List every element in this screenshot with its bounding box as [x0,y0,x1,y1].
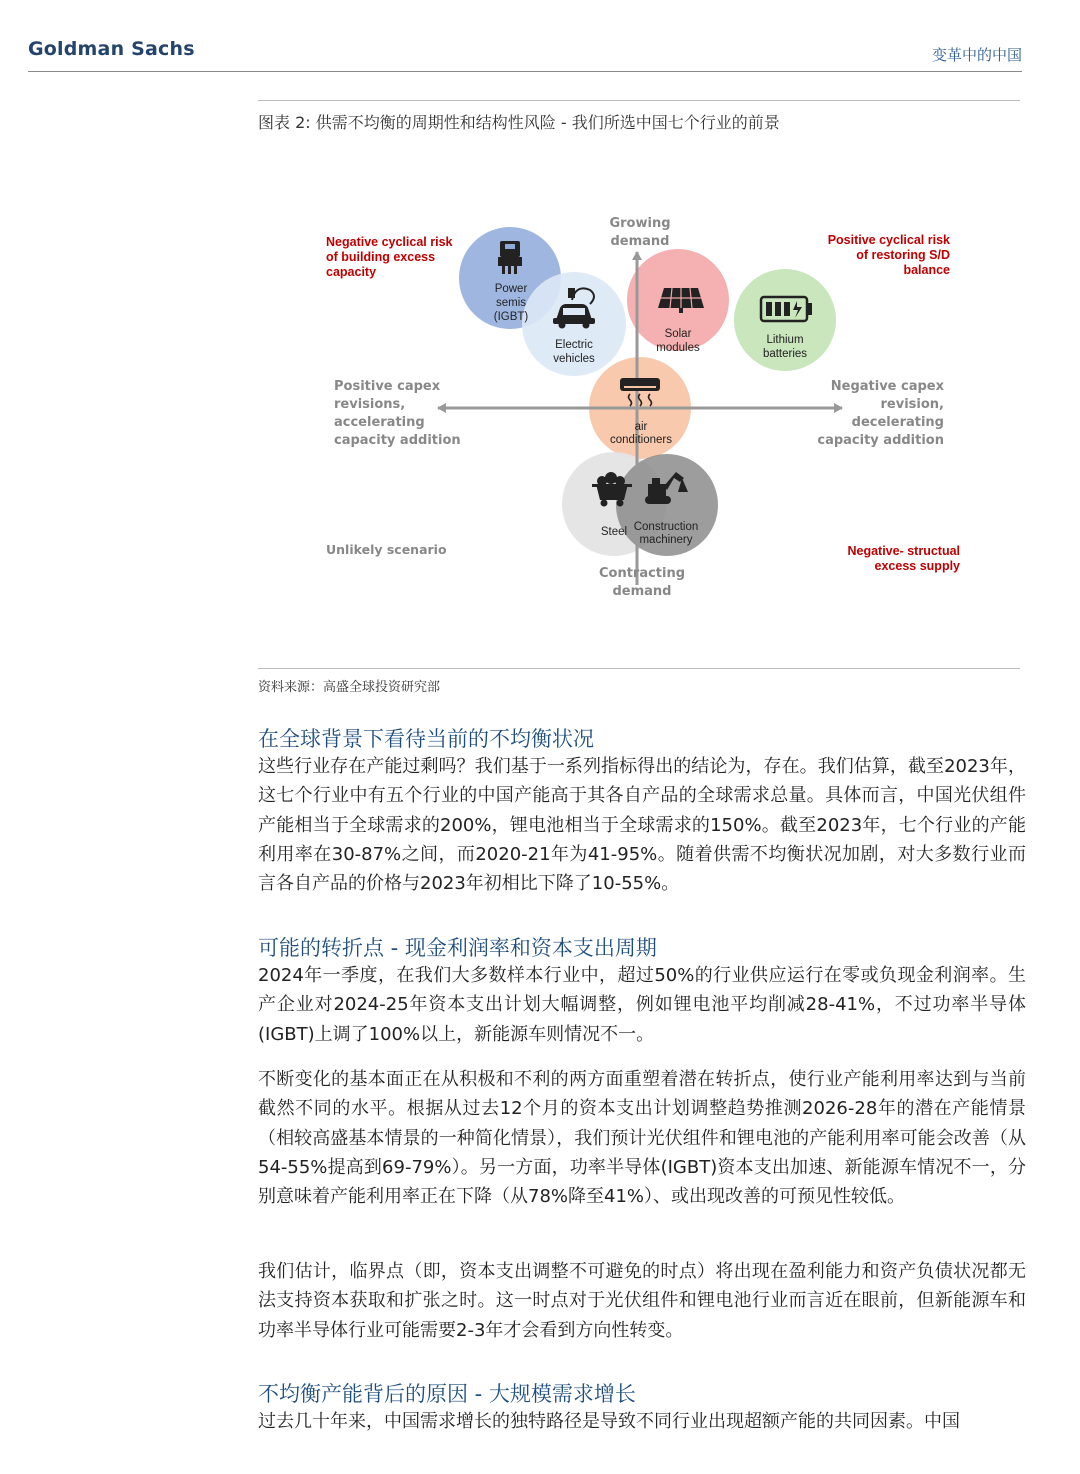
paragraph: 不断变化的基本面正在从积极和不利的两方面重塑着潜在转折点，使行业产能利用率达到与当前截然不同的水平。根据从过去12个月的资本支出计划调整趋势推测2026-28年的潜在产能情景（相较高盛基本情景的一种简化情景），我们预计光伏组件和锂电池的产能利用率可能会改善（从54-55%提高到69-79%）。另一方面，功率半导体(IGBT)资本支出加速、新能源车情况不一，分别意味着产能利用率正在下降（从78%降至41%）、或出现改善的可预见性较低。 [258,1069,1026,1208]
brand-logo-text: Goldman Sachs [28,38,195,60]
svg-text:Positive cyclical risk: Positive cyclical risk [827,233,950,247]
bubble-text: Steel [600,526,628,538]
svg-text:Negative- structual: Negative- structual [847,544,960,558]
section-heading: 可能的转折点 - 现金利润率和资本支出周期 [258,936,657,960]
svg-text:balance: balance [903,263,950,277]
bubble-text: vehicles [553,353,595,365]
axis-label-contracting-demand [599,566,685,599]
figure-bottom-rule [258,668,1020,669]
report-title: 变革中的中国 [931,46,1022,64]
svg-text:Negative capex: Negative capex [830,379,944,394]
svg-text:demand: demand [612,584,672,599]
svg-text:demand: demand [610,234,670,249]
svg-text:capacity addition: capacity addition [817,433,944,448]
quadrant-label-bottom-right [847,544,960,573]
bubble-text: Construction [633,521,699,533]
quadrant-label-bottom-left: Unlikely scenario [326,542,447,557]
bubble-text: conditioners [609,434,673,446]
bubble-text: (IGBT) [493,311,529,323]
bubble-text: Lithium [766,334,804,346]
bubble-text: semis [495,297,527,309]
svg-text:Growing: Growing [609,216,671,231]
figure-source: 资料来源：高盛全球投资研究部 [258,680,441,695]
svg-text:Negative cyclical risk: Negative cyclical risk [326,235,453,249]
svg-text:decelerating: decelerating [851,415,944,430]
label-construction-machinery [634,521,699,546]
svg-text:of restoring S/D: of restoring S/D [856,248,950,262]
quadrant-label-top-right [828,233,950,277]
bubble-text: modules [656,342,700,354]
bubble-text: Solar [664,328,692,340]
label-steel [601,526,627,538]
svg-text:Positive capex: Positive capex [334,379,441,394]
svg-text:capacity: capacity [326,265,377,279]
section-heading: 不均衡产能背后的原因 - 大规模需求增长 [258,1382,636,1406]
quadrant-diagram [0,0,1080,670]
label-power-semis [494,283,529,323]
bubble-text: air [634,421,648,433]
bubble-text: batteries [762,348,808,360]
svg-text:capacity addition: capacity addition [334,433,461,448]
paragraph: 我们估计，临界点（即，资本支出调整不可避免的时点）将出现在盈利能力和资产负债状况都无法支持资本获取和扩张之时。这一时点对于光伏组件和锂电池行业而言近在眼前，但新能源车和功率半导体行业可能需要2-3年才会看到方向性转变。 [258,1261,1026,1341]
svg-text:excess supply: excess supply [874,559,960,573]
svg-text:of building excess: of building excess [326,250,436,264]
paragraph: 这些行业存在产能过剩吗？我们基于一系列指标得出的结论为，存在。我们估算，截至2023年，这七个行业中有五个行业的中国产能高于其各自产品的全球需求总量。具体而言，中国光伏组件产能相当于全球需求的200%，锂电池相当于全球需求的150%。截至2023年，七个行业的产能利用率在30-87%之间，而2020-21年为41-95%。随着供需不均衡状况加剧，对大多数行业而言各自产品的价格与2023年初相比下降了10-55%。 [258,756,1026,895]
svg-text:revision,: revision, [880,397,944,412]
bubble-text: Power [494,283,528,295]
paragraph: 过去几十年来，中国需求增长的独特路径是导致不同行业出现超额产能的共同因素。中国 [258,1411,960,1432]
axis-label-positive-capex [334,379,461,448]
section-heading: 在全球背景下看待当前的不均衡状况 [258,727,594,751]
svg-text:revisions,: revisions, [334,397,406,412]
bubble-text: machinery [639,534,693,546]
figure-caption: 图表 2: 供需不均衡的周期性和结构性风险 - 我们所选中国七个行业的前景 [258,113,780,132]
svg-text:Contracting: Contracting [598,566,686,581]
paragraph: 2024年一季度，在我们大多数样本行业中，超过50%的行业供应运行在零或负现金利润率。生产企业对2024-25年资本支出计划大幅调整，例如锂电池平均削减28-41%，不过功率半导体(IGBT)上调了100%以上，新能源车则情况不一。 [258,965,1026,1045]
quadrant-label-top-left [326,235,453,279]
axis-label-negative-capex [817,379,944,448]
axis-label-growing-demand [609,216,670,249]
bubble-text: Electric [555,339,593,351]
svg-text:accelerating: accelerating [334,415,425,430]
